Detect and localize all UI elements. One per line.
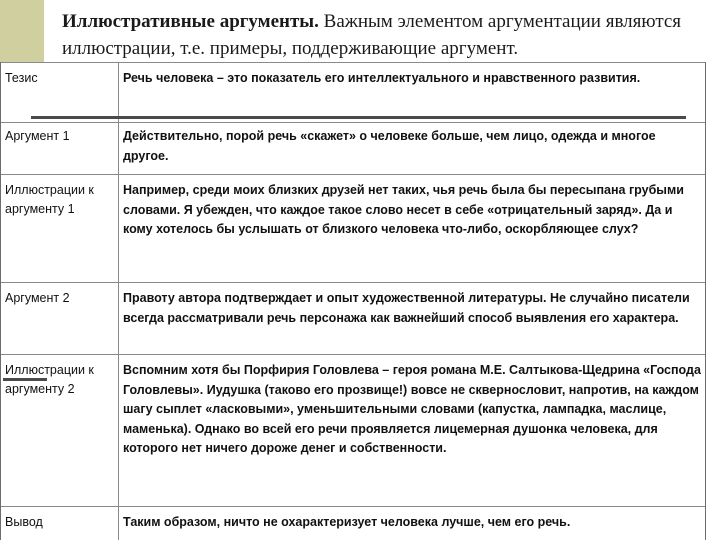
row-label: Вывод bbox=[5, 515, 43, 529]
argument-table bbox=[0, 62, 706, 540]
row-label: Аргумент 1 bbox=[5, 129, 70, 143]
table-row-illustrations-2 bbox=[1, 354, 705, 507]
row-text: Действительно, порой речь «скажет» о человеке больше, чем лицо, одежда и многое другое. bbox=[123, 129, 656, 163]
row-text: Например, среди моих близких друзей нет таких, чья речь была бы пересыпана грубыми словами. Я убежден, что каждое такое слово несет в себе «отрицательный заряд». Да и кому хотелось бы услышать от близкого человека что-либо, оскорбляющее слух? bbox=[123, 183, 684, 236]
row-label: Тезис bbox=[5, 71, 38, 85]
row-text: Правоту автора подтверждает и опыт художественной литературы. Не случайно писатели всегда рассматривали речь персонажа как важнейший способ выявления его характера. bbox=[123, 291, 690, 325]
decorative-left-bar bbox=[0, 0, 44, 62]
row-text: Таким образом, ничто не охарактеризует человека лучше, чем его речь. bbox=[123, 515, 571, 529]
row-label: Иллюстрации к аргументу 1 bbox=[5, 183, 94, 216]
table-row-thesis bbox=[1, 62, 705, 123]
table-row-illustrations-1 bbox=[1, 174, 705, 283]
table-row-argument-2 bbox=[1, 282, 705, 355]
row-label: Иллюстрации к аргументу 2 bbox=[5, 363, 94, 396]
accent-divider bbox=[31, 116, 686, 119]
table-row-conclusion bbox=[1, 506, 705, 541]
slide-title-rest: Важным элементом аргументации являются иллюстрации, т.е. примеры, поддерживающие аргумент. bbox=[62, 11, 682, 59]
row-label: Аргумент 2 bbox=[5, 291, 70, 305]
row-text: Речь человека – это показатель его интеллектуального и нравственного развития. bbox=[123, 71, 641, 85]
accent-divider bbox=[3, 378, 47, 381]
row-text: Вспомним хотя бы Порфирия Головлева – героя романа М.Е. Салтыкова-Щедрина «Господа Головлевы». Иудушка (таково его прозвище!) вовсе не сквернословит, напротив, на каждом шагу сыплет «ласковыми», уменьшительными словами (капустка, лампадка, маслице, маменька). Однако во всей его речи проявляется лицемерная душонка человека, для которого нет ничего дороже денег и собственности. bbox=[123, 363, 701, 455]
slide-title bbox=[62, 8, 712, 62]
slide-title-bold: Иллюстративные аргументы. bbox=[62, 11, 319, 32]
